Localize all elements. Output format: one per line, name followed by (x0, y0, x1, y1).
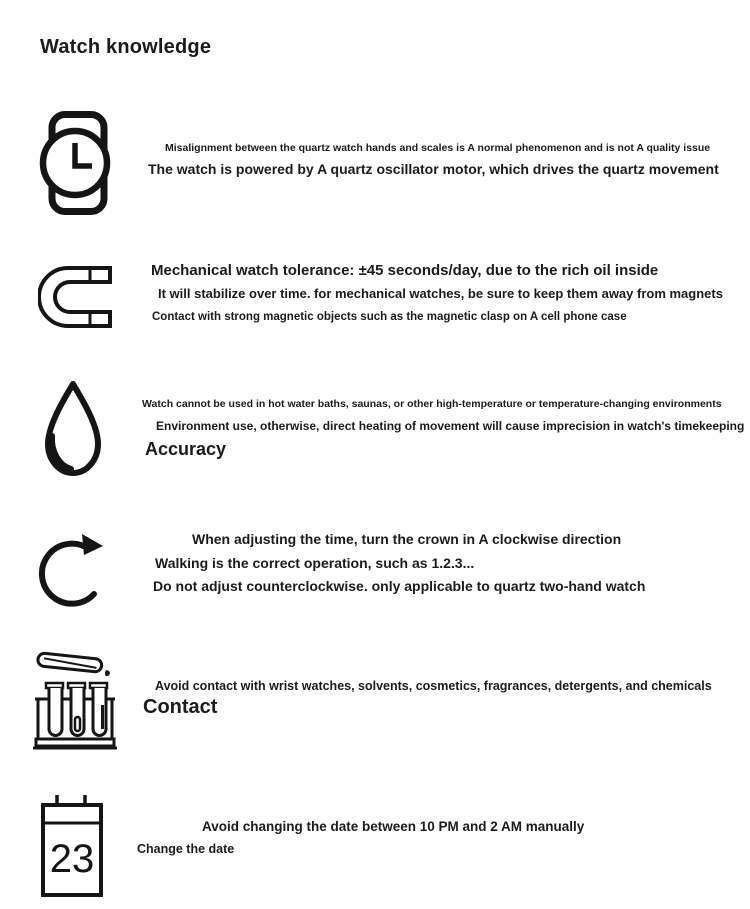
section-text-line: The watch is powered by A quartz oscillator motor, which drives the quartz movement (148, 161, 719, 177)
page-title: Watch knowledge (40, 36, 212, 58)
section-text-line: Avoid changing the date between 10 PM and 2 AM manually (202, 819, 585, 834)
section-chemical-contact (0, 645, 750, 755)
section-magnetism (0, 260, 750, 350)
test-tubes-icon (33, 647, 117, 750)
watch-icon (38, 110, 116, 216)
section-text-line: It will stabilize over time. for mechanical watches, be sure to keep them away from magnets (158, 286, 723, 301)
section-text-line: Contact with strong magnetic objects such as the magnetic clasp on A cell phone case (152, 311, 627, 323)
section-text-line: Avoid contact with wrist watches, solvents, cosmetics, fragrances, detergents, and chemicals (155, 679, 712, 693)
section-crown-adjustment (0, 520, 750, 620)
section-text-line: Environment use, otherwise, direct heating of movement will cause imprecision in watch's timekeeping (156, 419, 745, 433)
section-text-line: Misalignment between the quartz watch hands and scales is A normal phenomenon and is not A quality issue (165, 142, 711, 154)
section-text-line: Change the date (137, 842, 235, 856)
section-text-line: Mechanical watch tolerance: ±45 seconds/day, due to the rich oil inside (151, 262, 659, 279)
section-quartz-movement (0, 110, 750, 230)
water-drop-icon (38, 378, 108, 480)
section-date-change (0, 791, 750, 906)
section-heading: Accuracy (145, 439, 227, 459)
section-accuracy (0, 376, 750, 486)
section-text-line: Do not adjust counterclockwise. only applicable to quartz two-hand watch (153, 578, 646, 594)
calendar-icon (40, 793, 104, 898)
section-text-line: Walking is the correct operation, such as 1.2.3... (155, 555, 475, 571)
section-heading: Contact (143, 696, 218, 718)
section-text-line: Watch cannot be used in hot water baths, saunas, or other high-temperature or temperature-changing environments (142, 398, 722, 410)
clockwise-arrow-icon (38, 524, 110, 614)
magnet-icon (38, 262, 112, 332)
calendar-day-number: 23 (49, 837, 95, 881)
section-text-line: When adjusting the time, turn the crown in A clockwise direction (192, 531, 622, 547)
